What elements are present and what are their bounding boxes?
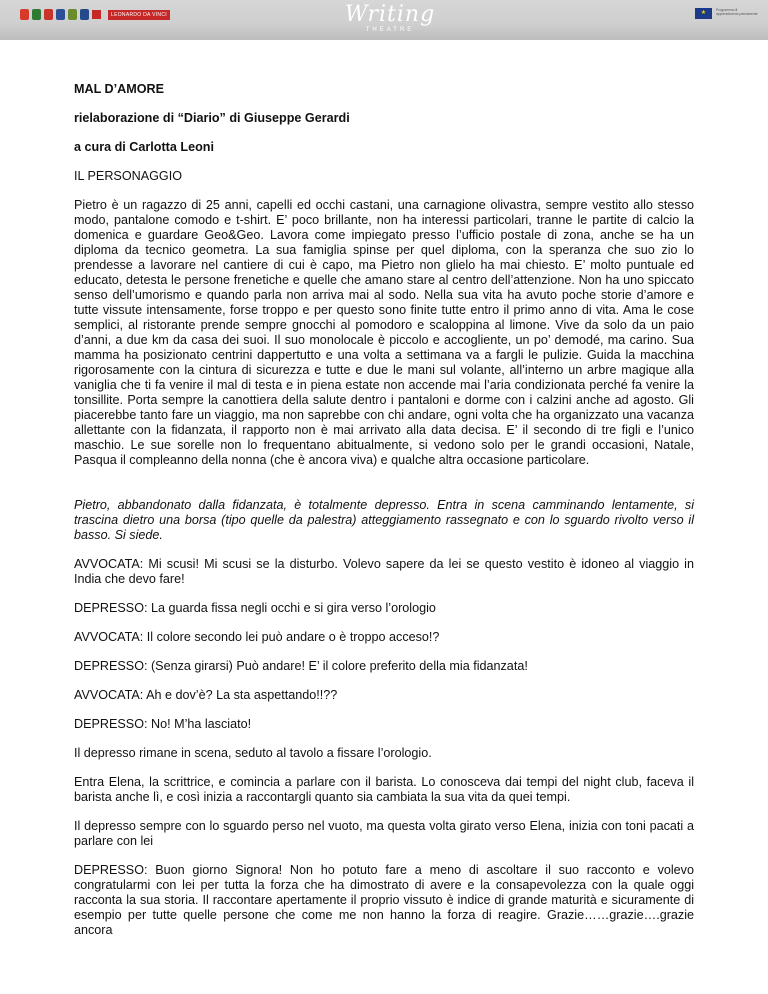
- dialogue-line: Il depresso sempre con lo sguardo perso nel vuoto, ma questa volta girato verso Elena, inizia con toni pacati a parlare con lei: [74, 819, 694, 848]
- eu-logo: [695, 8, 758, 19]
- partner-logo-icon: [56, 9, 65, 20]
- doc-editor: a cura di Carlotta Leoni: [74, 140, 214, 154]
- partner-logo-icon: [32, 9, 41, 20]
- eu-flag-icon: ★: [695, 8, 712, 19]
- dialogue-line: AVVOCATA: Mi scusi! Mi scusi se la disturbo. Volevo sapere da lei se questo vestito è idoneo al viaggio in India che devo fare!: [74, 557, 694, 586]
- brand-sub: THEATRE: [365, 27, 415, 33]
- doc-title: MAL D’AMORE: [74, 82, 165, 96]
- partner-logo-icon: [80, 9, 89, 20]
- document-body: [74, 82, 694, 952]
- partner-logo-icon: [44, 9, 53, 20]
- stage-direction: Pietro, abbandonato dalla fidanzata, è totalmente depresso. Entra in scena camminando lentamente, si trascina dietro una borsa (tipo quelle da palestra) atteggiamento rassegnato e con lo sguardo rivolto verso il basso. Si siede.: [74, 498, 694, 542]
- dialogue-line: DEPRESSO: (Senza girarsi) Può andare! E’ il colore preferito della mia fidanzata!: [74, 659, 528, 673]
- partner-logo-icon: [20, 9, 29, 20]
- dialogue-line: AVVOCATA: Il colore secondo lei può andare o è troppo acceso!?: [74, 630, 440, 644]
- dialogue-line: AVVOCATA: Ah e dov’è? La sta aspettando!!??: [74, 688, 338, 702]
- dialogue-line: DEPRESSO: La guarda fissa negli occhi e si gira verso l’orologio: [74, 601, 436, 615]
- dialogue-line: Entra Elena, la scrittrice, e comincia a parlare con il barista. Lo conosceva dai tempi del night club, faceva il barista anche lì, e così inizia a raccontargli quanto sia cambiata la sua vita da quei tempi.: [74, 775, 694, 804]
- writing-theatre-logo: [344, 4, 436, 34]
- partner-logo-icon: [68, 9, 77, 20]
- character-description: Pietro è un ragazzo di 25 anni, capelli ed occhi castani, una carnagione olivastra, sempre vestito allo stesso modo, pantalone comodo e t-shirt. E’ poco brillante, non ha interessi particolari, tranne le partite di calcio la domenica e guardare Geo&Geo. Lavora come impiegato presso l’ufficio postale di zona, anche se ha un diploma da tecnico geometra. La sua famiglia spinse per quel diploma, con la speranza che suo zio lo prendesse a lavorare nel cantiere di cui è capo, ma Pietro non glielo ha mai chiesto. E’ molto puntuale ed educato, detesta le persone frenetiche e quelle che amano stare al centro dell’attenzione. Non ha uno spiccato senso dell’umorismo e quando parla non arriva mai al sodo. Nella sua vita ha avuto poche storie d’amore e tutte vissute intensamente, forse troppo e per questo sono finite tutte entro il primo anno di vita. Ama le cose semplici, al ristorante prende sempre gnocchi al pomodoro e scaloppina al limone. Vive da solo da un paio d’anni, a due km da casa dei suoi. Il suo monolocale è piccolo e accogliente, un po’ demodé, ma carino. Sua mamma ha posizionato centrini dappertutto e una volta a settimana va a fargli le pulizie. Guida la macchina rigorosamente con la cintura di sicurezza e tutte e due le mani sul volante, all’interno un arbre magique alla vaniglia che ti fa venire il mal di testa e in piena estate non accende mai l’aria condizionata perché fa venire la tonsillite. Porta sempre la canottiera della salute dentro i pantaloni e dorme con i calzini anche ad agosto. Gli piacerebbe tanto fare un viaggio, ma non saprebbe con chi andare, ogni volta che ha organizzato una vacanza allettante con la fidanzata, il rapporto non è mai arrivato alla data decisa. E’ il secondo di tre figli e l’unico maschio. Le sue sorelle non lo frequentano abitualmente, si vedono solo per le grandi occasioni, Natale, Pasqua il compleanno della nonna (che è ancora viva) e qualche altra occasione particolare.: [74, 198, 694, 467]
- dialogue-line: DEPRESSO: Buon giorno Signora! Non ho potuto fare a meno di ascoltare il suo racconto e volevo congratularmi con lei per tutta la forza che ha dimostrato di avere e la consapevolezza con la quale oggi racconta la sua storia. Il raccontare apertamente il proprio vissuto è indice di grande maturità e sicuramente di esempio per tutte quelle persone che come me non hanno la forza di reagire. Grazie……grazie….grazie ancora: [74, 863, 694, 937]
- section-heading: IL PERSONAGGIO: [74, 169, 183, 183]
- eu-caption: Programma di apprendimento permanente: [716, 8, 758, 17]
- partner-logos: [20, 9, 170, 20]
- dialogue-line: Il depresso rimane in scena, seduto al tavolo a fissare l’orologio.: [74, 746, 432, 760]
- doc-subtitle: rielaborazione di “Diario” di Giuseppe Gerardi: [74, 111, 350, 125]
- dialogue-line: DEPRESSO: No! M’ha lasciato!: [74, 717, 252, 731]
- partner-logo-icon: [92, 10, 101, 19]
- page-header: [0, 0, 768, 40]
- brand-script: Writing: [344, 2, 436, 27]
- leonardo-logo: LEONARDO DA VINCI: [108, 10, 170, 20]
